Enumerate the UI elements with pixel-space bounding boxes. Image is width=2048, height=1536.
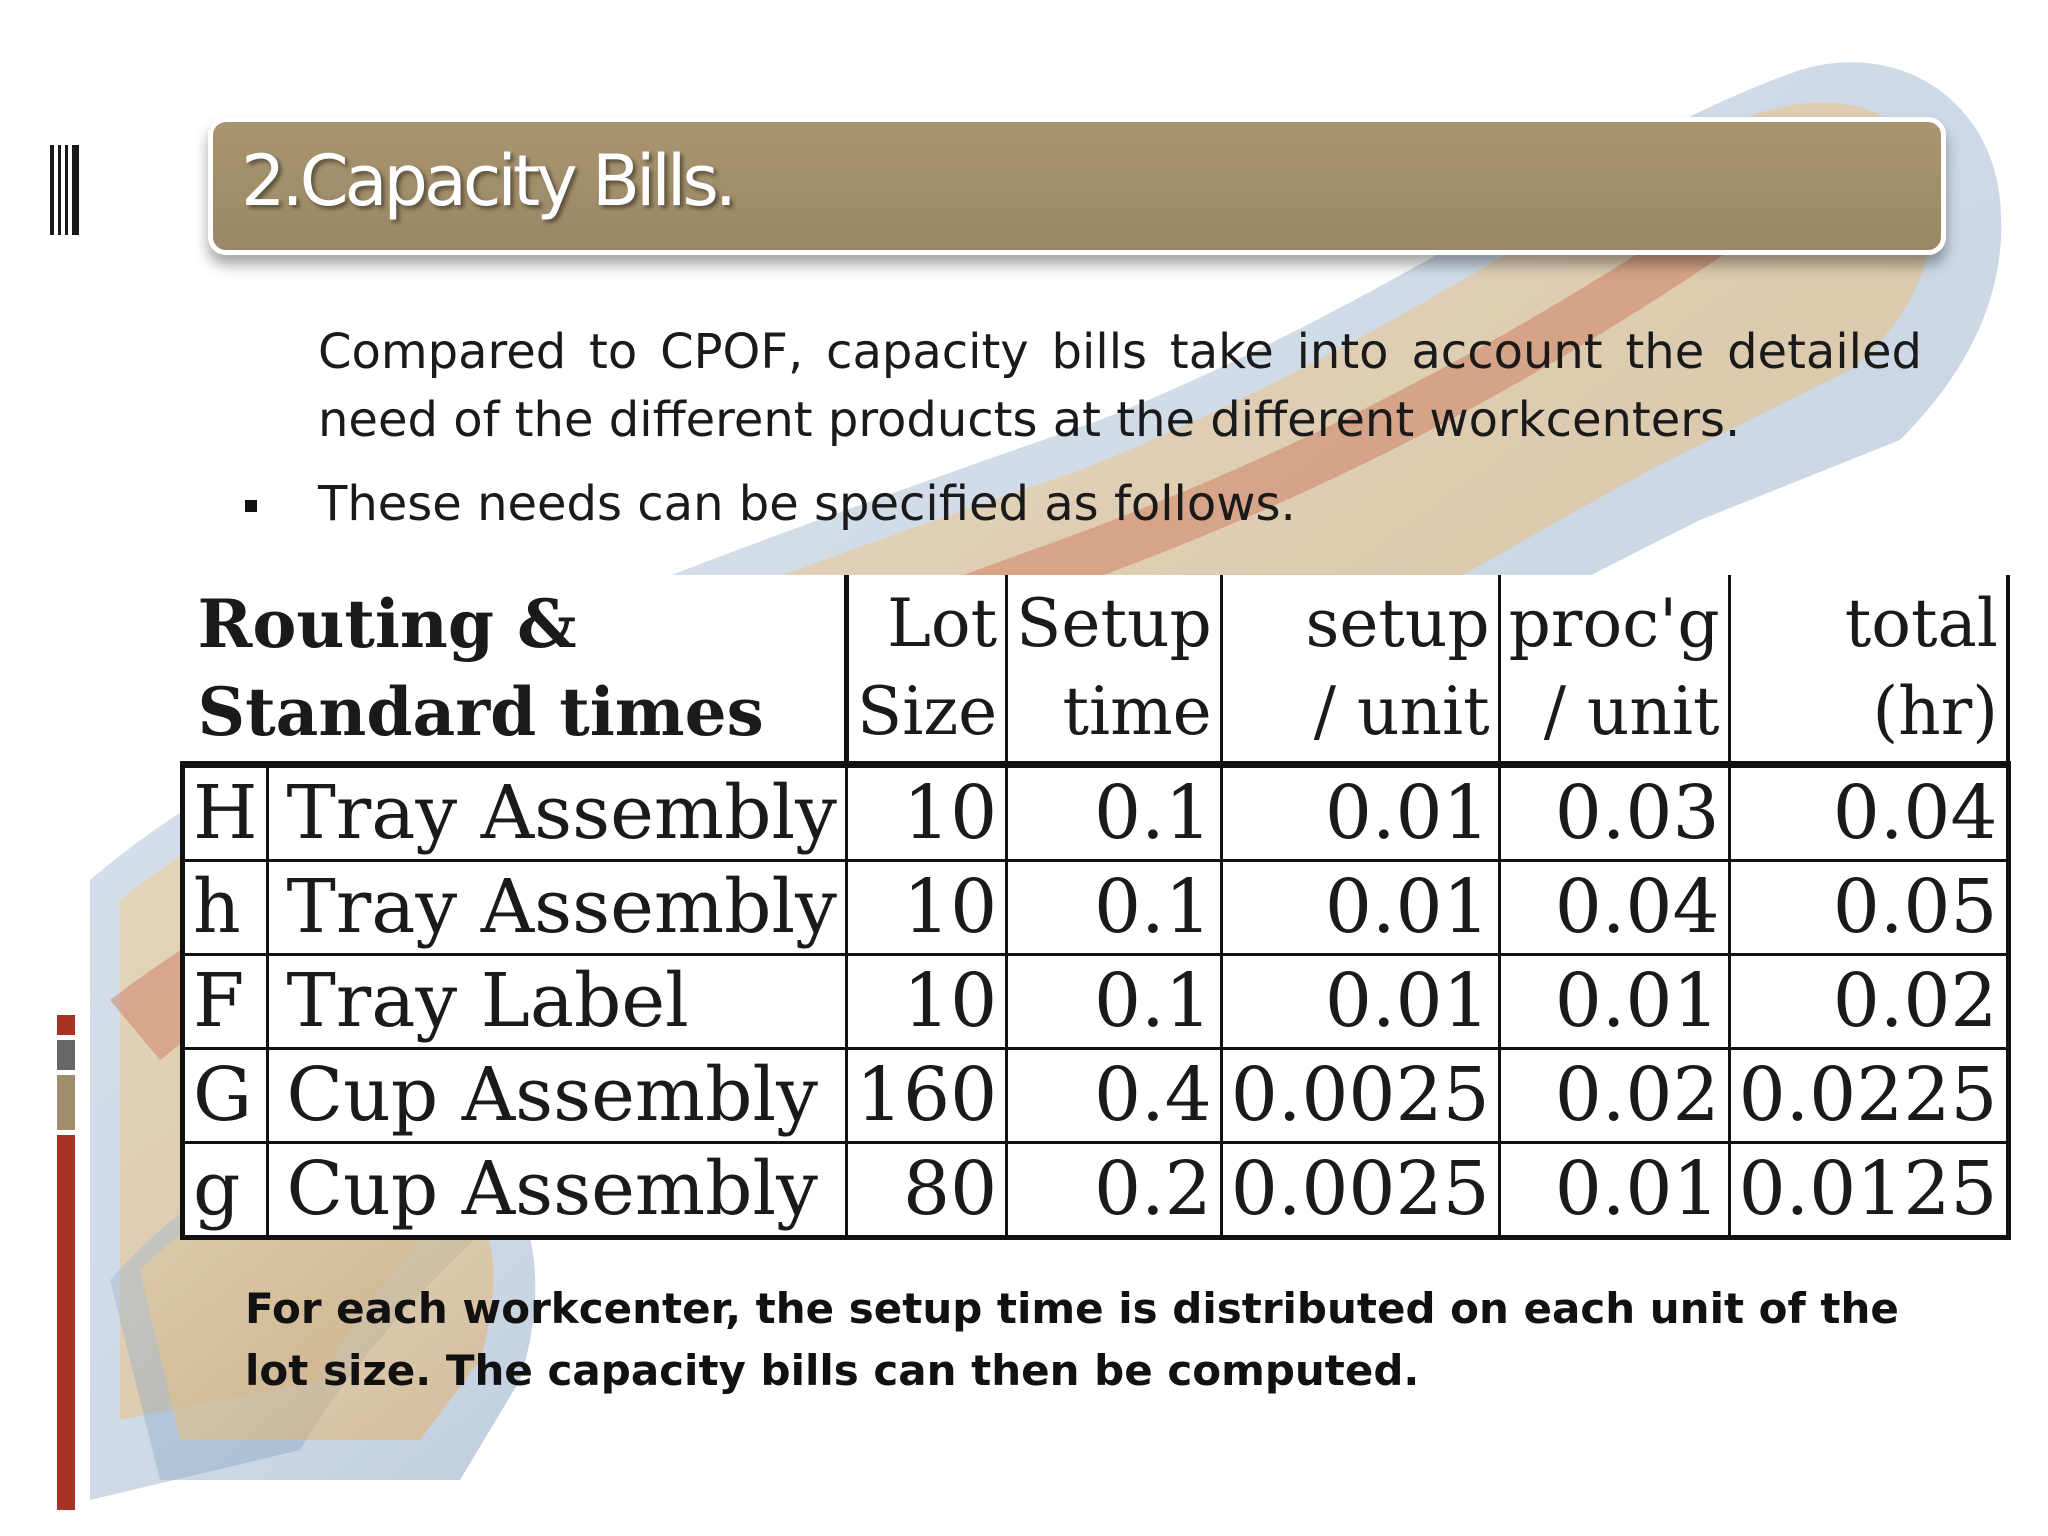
cell-name: Cup Assembly xyxy=(267,1049,846,1143)
cell-total: 0.0125 xyxy=(1729,1143,2008,1238)
cell-lot-size: 10 xyxy=(846,955,1006,1049)
column-header-line1: proc'g xyxy=(1508,585,1720,662)
cell-setup-per-unit: 0.01 xyxy=(1221,955,1499,1049)
column-header-line2: / unit xyxy=(1313,673,1490,750)
column-header-setup-per-unit xyxy=(1221,575,1499,765)
cell-code: H xyxy=(183,765,268,861)
vertical-bars-icon xyxy=(50,145,80,235)
column-header-setup-time xyxy=(1007,575,1222,765)
cell-code: g xyxy=(183,1143,268,1238)
cell-setup-per-unit: 0.01 xyxy=(1221,861,1499,955)
column-header-proc-per-unit xyxy=(1499,575,1729,765)
cell-proc-per-unit: 0.03 xyxy=(1499,765,1729,861)
cell-setup-time: 0.1 xyxy=(1007,955,1222,1049)
column-header-line1: setup xyxy=(1305,585,1490,662)
cell-proc-per-unit: 0.04 xyxy=(1499,861,1729,955)
cell-name: Tray Label xyxy=(267,955,846,1049)
cell-setup-per-unit: 0.0025 xyxy=(1221,1143,1499,1238)
cell-name: Tray Assembly xyxy=(267,765,846,861)
cell-lot-size: 10 xyxy=(846,861,1006,955)
column-header-line1: Setup xyxy=(1016,585,1212,662)
table-title-line1: Routing & xyxy=(197,585,577,663)
cell-total: 0.0225 xyxy=(1729,1049,2008,1143)
cell-lot-size: 160 xyxy=(846,1049,1006,1143)
column-header-line1: total xyxy=(1844,585,1998,662)
table-row xyxy=(183,861,2009,955)
table-row xyxy=(183,1049,2009,1143)
footer-note: For each workcenter, the setup time is distributed on each unit of the lot size. The capacity bills can then be computed. xyxy=(245,1284,1899,1395)
routing-table-container xyxy=(180,575,1998,1235)
column-header-line1: Lot xyxy=(887,585,998,662)
cell-total: 0.04 xyxy=(1729,765,2008,861)
column-header-line2: (hr) xyxy=(1872,673,1998,750)
cell-proc-per-unit: 0.01 xyxy=(1499,955,1729,1049)
table-row xyxy=(183,1143,2009,1238)
cell-setup-time: 0.1 xyxy=(1007,861,1222,955)
cell-setup-per-unit: 0.01 xyxy=(1221,765,1499,861)
cell-name: Cup Assembly xyxy=(267,1143,846,1238)
table-row xyxy=(183,955,2009,1049)
title-banner xyxy=(208,117,1946,255)
cell-lot-size: 80 xyxy=(846,1143,1006,1238)
intro-paragraph: Compared to CPOF, capacity bills take into account the detailed need of the different products at the different workcenters. xyxy=(318,324,1922,448)
square-bullet-icon xyxy=(245,500,257,512)
table-header-row xyxy=(183,575,2009,765)
cell-lot-size: 10 xyxy=(846,765,1006,861)
cell-code: F xyxy=(183,955,268,1049)
cell-code: h xyxy=(183,861,268,955)
routing-standard-times-table xyxy=(180,575,2011,1240)
table-title-line2: Standard times xyxy=(197,673,764,751)
table-title-header xyxy=(183,575,847,765)
cell-proc-per-unit: 0.01 xyxy=(1499,1143,1729,1238)
cell-setup-time: 0.4 xyxy=(1007,1049,1222,1143)
cell-total: 0.05 xyxy=(1729,861,2008,955)
cell-setup-time: 0.2 xyxy=(1007,1143,1222,1238)
column-header-total xyxy=(1729,575,2008,765)
bullet-text: These needs can be specified as follows. xyxy=(318,476,1296,532)
cell-code: G xyxy=(183,1049,268,1143)
cell-setup-per-unit: 0.0025 xyxy=(1221,1049,1499,1143)
column-header-line2: Size xyxy=(857,673,998,750)
cell-name: Tray Assembly xyxy=(267,861,846,955)
cell-proc-per-unit: 0.02 xyxy=(1499,1049,1729,1143)
column-header-lot-size xyxy=(846,575,1006,765)
slide-title: 2.Capacity Bills. xyxy=(241,140,734,222)
column-header-line2: / unit xyxy=(1543,673,1720,750)
cell-total: 0.02 xyxy=(1729,955,2008,1049)
cell-setup-time: 0.1 xyxy=(1007,765,1222,861)
table-row xyxy=(183,765,2009,861)
column-header-line2: time xyxy=(1062,673,1212,750)
